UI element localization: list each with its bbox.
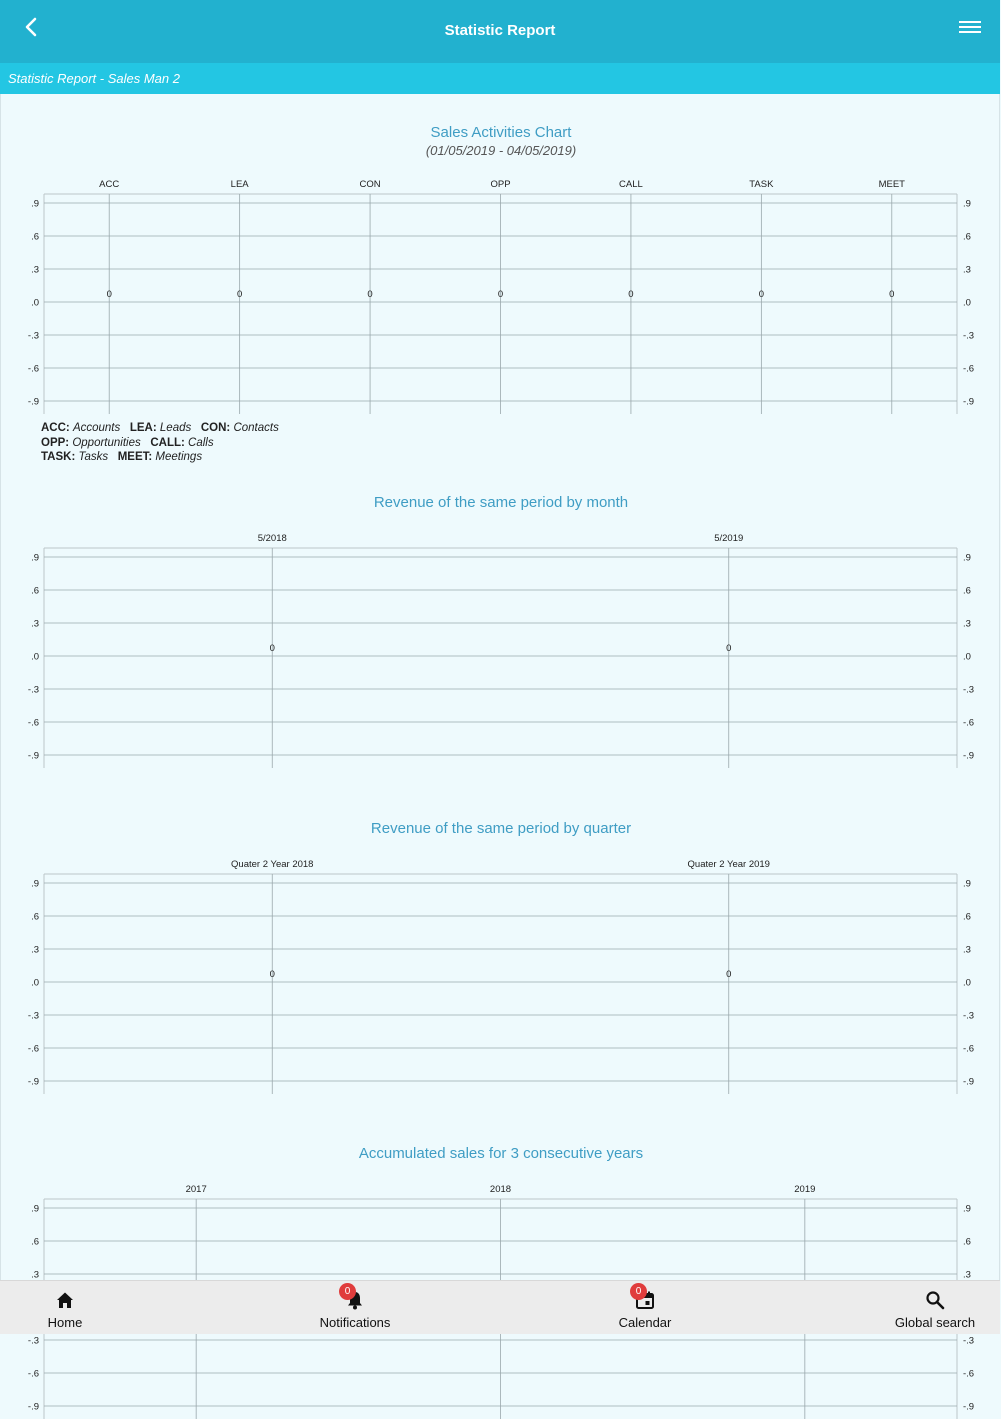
y-tick-label-right: .9: [963, 1203, 971, 1215]
y-tick-label-right: -.6: [963, 717, 975, 729]
legend-abbr: MEET:: [117, 451, 153, 463]
y-tick-label: .6: [31, 231, 39, 243]
y-tick-label: -.9: [27, 396, 39, 408]
category-label: 2018: [489, 1184, 512, 1195]
y-tick-label-right: .0: [963, 651, 971, 663]
y-tick-label-right: -.9: [963, 396, 975, 408]
data-label: 0: [726, 643, 732, 654]
y-tick-label: -.9: [27, 750, 39, 762]
y-tick-label: -.3: [27, 684, 39, 696]
report-subheader: [0, 63, 1000, 94]
data-label: 0: [367, 289, 373, 300]
y-tick-label: .3: [31, 944, 39, 956]
y-tick-label-right: -.3: [963, 330, 975, 342]
y-tick-label: -.6: [27, 363, 39, 375]
y-tick-label: -.9: [27, 1076, 39, 1088]
hamburger-menu-icon: [954, 12, 986, 44]
data-label: 0: [269, 969, 275, 980]
tab-home[interactable]: [0, 1281, 130, 1335]
y-tick-label: .3: [31, 264, 39, 276]
chevron-left-icon: [14, 10, 50, 46]
back-button[interactable]: [14, 10, 50, 46]
data-label: 0: [497, 289, 504, 300]
y-tick-label: .6: [31, 911, 39, 923]
category-label: Quater 2 Year 2019: [687, 859, 770, 870]
notifications-badge: 0: [339, 1283, 356, 1300]
category-label: 2019: [794, 1184, 816, 1195]
category-label: CALL: [619, 179, 643, 190]
chart-title-revenue-month: Revenue of the same period by month: [373, 494, 629, 511]
data-label: 0: [106, 289, 112, 300]
y-tick-label: .3: [31, 1269, 39, 1281]
category-label: LEA: [230, 179, 249, 190]
y-tick-label-right: -.9: [963, 1076, 975, 1088]
category-label: TASK: [749, 179, 774, 190]
legend-abbr: LEA:: [129, 422, 157, 434]
y-tick-label: .9: [31, 1203, 39, 1215]
legend-abbr: ACC:: [41, 422, 70, 434]
y-tick-label-right: .3: [963, 944, 971, 956]
y-tick-label: -.3: [27, 1010, 39, 1022]
data-label: 0: [758, 289, 765, 300]
y-tick-label: -.6: [27, 1043, 39, 1055]
chart-title-sales-activities: Sales Activities Chart: [430, 124, 572, 141]
category-label: OPP: [490, 179, 511, 190]
y-tick-label: -.6: [27, 717, 39, 729]
page-title: Statistic Report: [444, 22, 556, 39]
category-label: Quater 2 Year 2018: [231, 859, 314, 870]
legend-name: Contacts: [233, 422, 279, 434]
tab-calendar[interactable]: [580, 1281, 710, 1335]
data-label: 0: [628, 289, 634, 300]
y-tick-label: -.3: [27, 1335, 39, 1347]
y-tick-label: .0: [31, 297, 39, 309]
calendar-badge: 0: [630, 1283, 647, 1300]
y-tick-label-right: -.6: [963, 363, 975, 375]
category-label: MEET: [878, 179, 905, 190]
y-tick-label: .6: [31, 1236, 39, 1248]
y-tick-label-right: .6: [963, 911, 971, 923]
y-tick-label-right: -.3: [963, 684, 975, 696]
data-label: 0: [269, 643, 275, 654]
y-tick-label-right: .3: [963, 264, 971, 276]
legend-row: [41, 450, 279, 465]
y-tick-label-right: -.6: [963, 1043, 975, 1055]
y-tick-label-right: -.9: [963, 1401, 975, 1413]
data-label: 0: [889, 289, 895, 300]
tab-global-search-label: Global search: [894, 1315, 976, 1330]
y-tick-label-right: .6: [963, 585, 971, 597]
y-tick-label: -.9: [27, 1401, 39, 1413]
category-label: 5/2018: [257, 533, 287, 544]
category-label: CON: [359, 179, 381, 190]
y-tick-label-right: -.6: [963, 1368, 975, 1380]
y-tick-label-right: -.3: [963, 1010, 975, 1022]
y-tick-label: .3: [31, 618, 39, 630]
y-tick-label: -.6: [27, 1368, 39, 1380]
legend-row: [41, 436, 279, 451]
legend-name: Meetings: [155, 451, 203, 463]
sales-activities-chart: [1, 174, 1001, 414]
y-tick-label-right: .3: [963, 618, 971, 630]
legend-abbr: OPP:: [41, 436, 70, 449]
revenue-quarter-chart: [1, 854, 1001, 1094]
legend-name: Leads: [159, 422, 192, 434]
tab-global-search[interactable]: [870, 1281, 1000, 1335]
y-tick-label-right: .0: [963, 297, 971, 309]
y-tick-label: .0: [31, 977, 39, 989]
legend-abbr: CON:: [200, 422, 231, 434]
y-tick-label-right: .0: [963, 977, 971, 989]
y-tick-label: -.3: [27, 330, 39, 342]
category-label: ACC: [99, 179, 120, 190]
chart-subtitle-date-range: (01/05/2019 - 04/05/2019): [425, 143, 577, 158]
home-icon: [54, 1289, 76, 1311]
legend-name: Accounts: [72, 422, 121, 434]
data-label: 0: [236, 289, 243, 300]
menu-button[interactable]: [954, 12, 986, 44]
bottom-tab-bar: [0, 1280, 1000, 1334]
y-tick-label: .9: [31, 552, 39, 564]
y-tick-label-right: .9: [963, 878, 971, 890]
app-header: [0, 0, 1000, 63]
y-tick-label-right: .6: [963, 1236, 971, 1248]
legend-row: [41, 421, 279, 436]
category-label: 2017: [185, 1184, 207, 1195]
chart-legend: [41, 421, 279, 465]
y-tick-label: .0: [31, 651, 39, 663]
y-tick-label-right: -.9: [963, 750, 975, 762]
legend-name: Calls: [188, 436, 214, 449]
y-tick-label-right: .6: [963, 231, 971, 243]
chart-title-accumulated-sales: Accumulated sales for 3 consecutive years: [358, 1145, 644, 1162]
tab-notifications[interactable]: [290, 1281, 420, 1335]
legend-abbr: TASK:: [41, 451, 76, 463]
y-tick-label-right: .9: [963, 552, 971, 564]
revenue-month-chart: [1, 528, 1001, 768]
y-tick-label: .9: [31, 198, 39, 210]
chart-title-revenue-quarter: Revenue of the same period by quarter: [370, 820, 632, 837]
category-label: 5/2019: [714, 533, 744, 544]
y-tick-label: .6: [31, 585, 39, 597]
y-tick-label-right: -.3: [963, 1335, 975, 1347]
tab-calendar-label: Calendar: [618, 1315, 672, 1330]
data-label: 0: [726, 969, 732, 980]
legend-name: Tasks: [78, 451, 109, 463]
y-tick-label-right: .3: [963, 1269, 971, 1281]
search-icon: [924, 1289, 946, 1311]
legend-abbr: CALL:: [150, 436, 185, 449]
report-breadcrumb: Statistic Report - Sales Man 2: [8, 71, 180, 86]
legend-name: Opportunities: [72, 436, 141, 449]
tab-notifications-label: Notifications: [319, 1315, 391, 1330]
y-tick-label-right: .9: [963, 198, 971, 210]
tab-home-label: Home: [47, 1315, 83, 1330]
y-tick-label: .9: [31, 878, 39, 890]
